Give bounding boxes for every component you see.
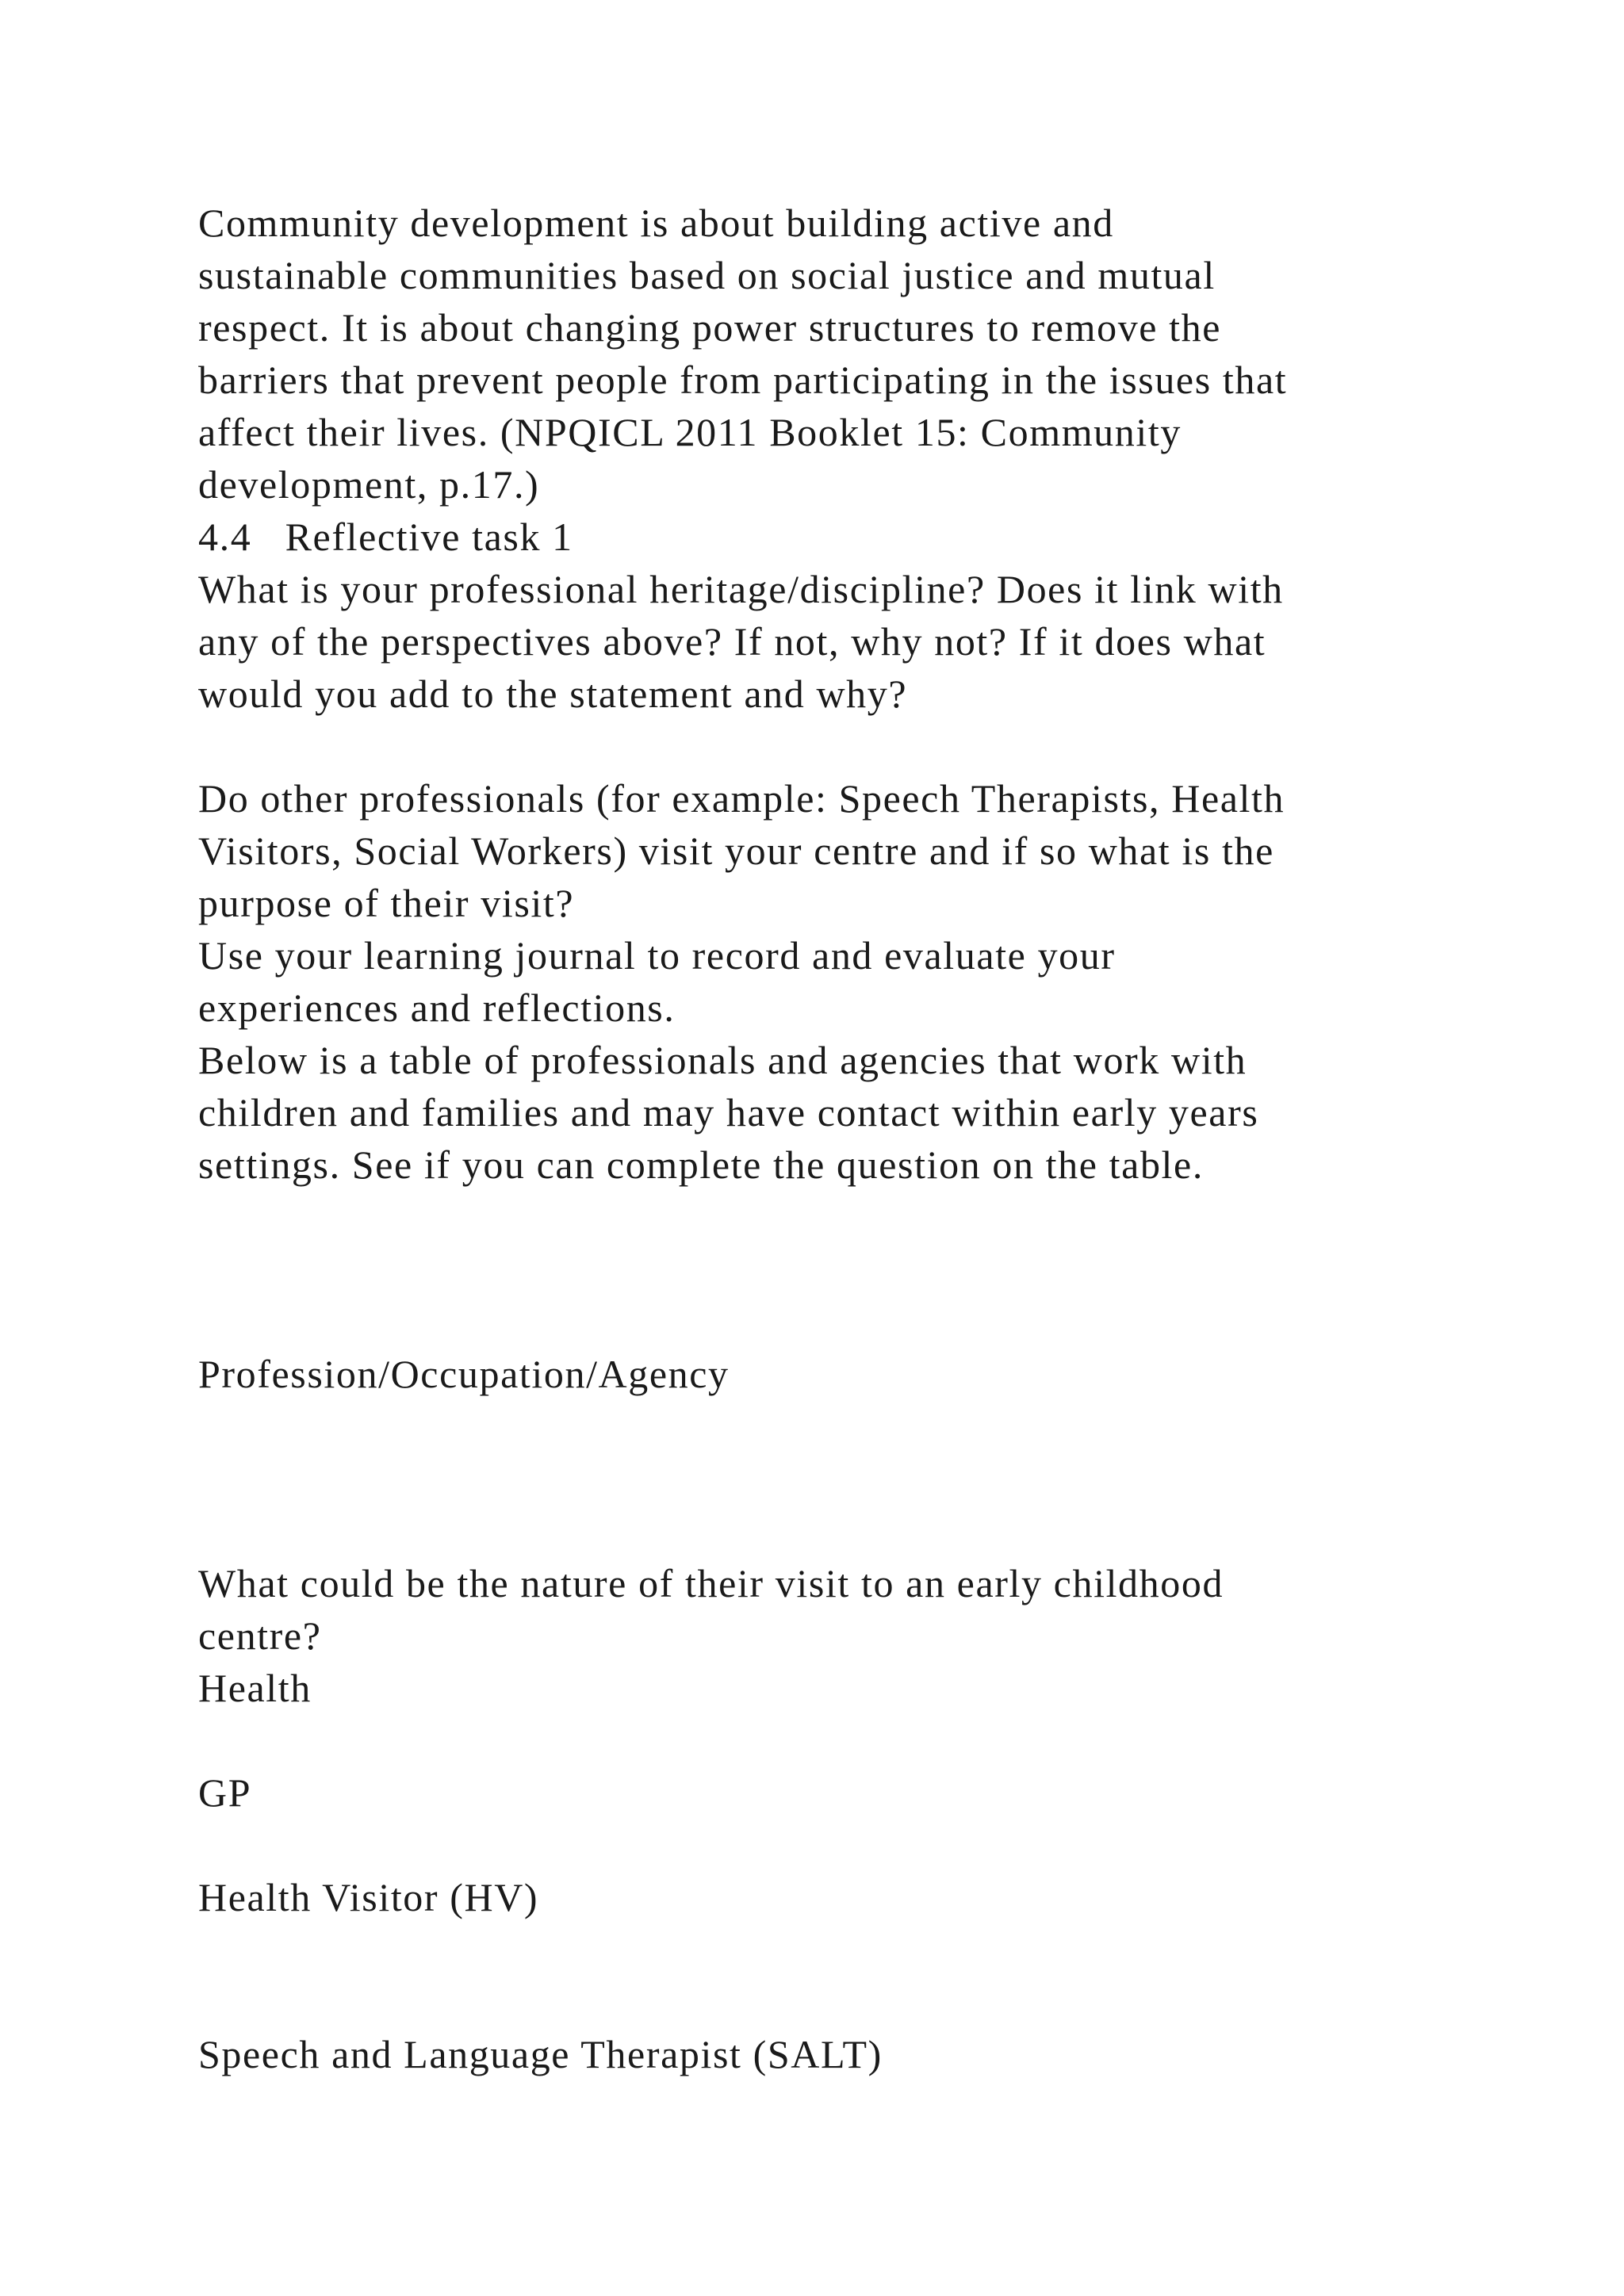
body-text-line: Visitors, Social Workers) visit your centre and if so what is the bbox=[198, 828, 1274, 873]
body-text-line: any of the perspectives above? If not, why not? If it does what bbox=[198, 619, 1266, 664]
body-text-line: experiences and reflections. bbox=[198, 985, 676, 1030]
body-text-line: development, p.17.) bbox=[198, 462, 540, 507]
body-text-line: purpose of their visit? bbox=[198, 881, 575, 925]
table-header-visit-nature: What could be the nature of their visit to an early childhood bbox=[198, 1561, 1224, 1605]
body-text-line: would you add to the statement and why? bbox=[198, 672, 908, 716]
table-header-profession: Profession/Occupation/Agency bbox=[198, 1352, 730, 1396]
table-cell-category: Health bbox=[198, 1666, 312, 1710]
table-header-visit-nature: centre? bbox=[198, 1613, 322, 1658]
section-heading: 4.4 Reflective task 1 bbox=[198, 515, 573, 559]
body-text-line: barriers that prevent people from participating in the issues that bbox=[198, 358, 1288, 402]
table-cell-profession: Health Visitor (HV) bbox=[198, 1875, 539, 1919]
body-text-line: children and families and may have contact within early years bbox=[198, 1090, 1259, 1135]
body-text-line: sustainable communities based on social justice and mutual bbox=[198, 253, 1216, 297]
table-cell-profession: Speech and Language Therapist (SALT) bbox=[198, 2032, 883, 2076]
body-text-line: affect their lives. (NPQICL 2011 Booklet 15: Community bbox=[198, 410, 1182, 454]
body-text-line: Community development is about building active and bbox=[198, 201, 1114, 245]
body-text-line: Use your learning journal to record and evaluate your bbox=[198, 933, 1116, 978]
table-cell-profession: GP bbox=[198, 1770, 252, 1815]
body-text-line: settings. See if you can complete the question on the table. bbox=[198, 1142, 1204, 1187]
document-page bbox=[198, 0, 1562, 2296]
body-text-line: respect. It is about changing power structures to remove the bbox=[198, 305, 1222, 350]
body-text-line: Below is a table of professionals and agencies that work with bbox=[198, 1038, 1247, 1082]
body-text-line: What is your professional heritage/discipline? Does it link with bbox=[198, 567, 1284, 611]
body-text-line: Do other professionals (for example: Speech Therapists, Health bbox=[198, 776, 1285, 821]
